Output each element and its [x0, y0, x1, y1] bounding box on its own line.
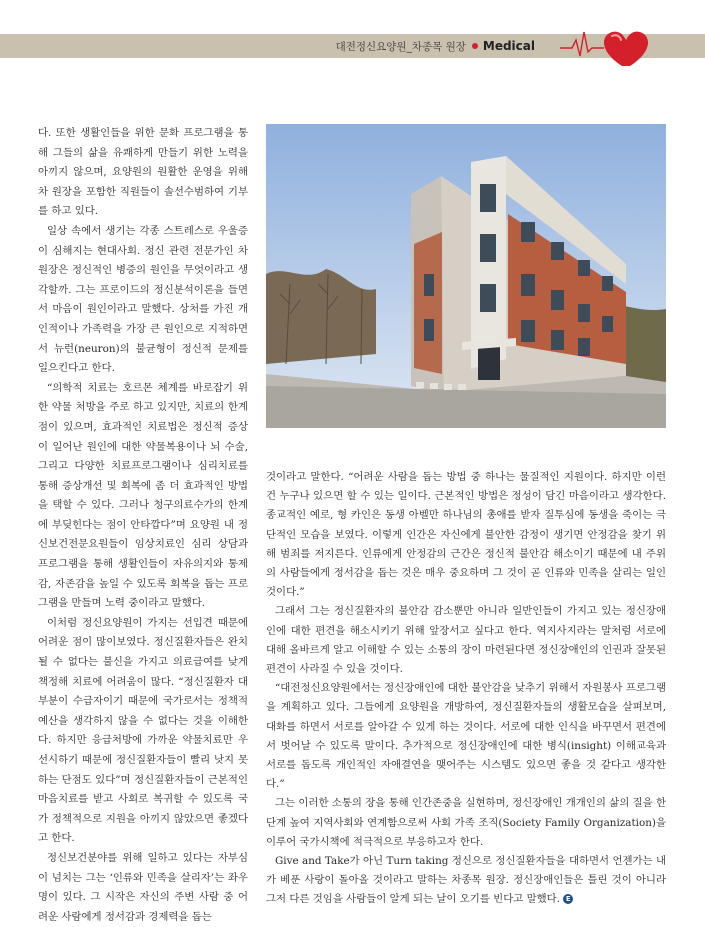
paragraph-text: Give and Take가 아닌 Turn taking 정신으로 정신질환자들을 대하면서 언젠가는 내가 베푼 사랑이 돌아올 것이라고 말하는 차종목 원장. 정신장애인들은 틀린 것이 아니라 그저 다른 것임을 사람들이 알게 되는 날이 오기를 빈다고 말했다. — [266, 855, 666, 906]
end-mark-icon: E — [563, 894, 573, 904]
section-title: Medical — [482, 39, 535, 53]
paragraph: 이처럼 정신요양원이 가지는 선입견 때문에 어려운 점이 많이보였다. 정신질환자들은 완치될 수 없다는 불신을 가지고 의료급여를 낮게 책정해 치료에 어려움이 많다. “정신질환자 대부분이 수급자이기 때문에 국가로서는 정책적 예산을 생각하지 않을 수 없다는 것을 이해한다. 하지만 응급처방에 가까운 약물치료만 우선시하기 때문에 정신질환자들이 빨리 낫지 못하는 단점도 있다”며 정신질환자들이 근본적인 마음치료를 받고 사회로 복귀할 수 있도록 국가 정책적으로 지원을 아끼지 않았으면 좋겠다고 한다. — [38, 616, 248, 845]
paragraph: 그래서 그는 정신질환자의 불안감 감소뿐만 아니라 일반인들이 가지고 있는 정신장애인에 대한 편견을 해소시키기 위해 앞장서고 싶다고 한다. 역지사지라는 말처럼 서로에 대해 올바르게 알고 이해할 수 있는 소통의 장이 마련된다면 정신장애인의 인권과 잘못된 편견이 사라질 수 있을 것이다. — [266, 605, 666, 676]
header-byline-group — [336, 34, 535, 58]
paragraph: “의학적 치료는 호르몬 체계를 바로잡기 위한 약물 처방을 주로 하고 있지만, 치료의 한계점이 있으며, 효과적인 치료법은 정신적 증상이 일어난 원인에 대한 약물복용이나 뇌 수술, 그리고 다양한 치료프로그램이나 심리치료를 통해 증상개선 및 회복에 좀 더 효과적인 방법을 택할 수 있다. 그러나 청구의료수가의 한계에 부딪힌다는 점이 안타깝다”며 요양원 내 정신보건전문요원들이 임상치료인 심리 상담과 프로그램을 통해 생활인들이 자유의지와 통제감, 자존감을 높일 수 있도록 회복을 돕는 프로그램을 만들며 노력 중이라고 말했다. — [38, 381, 248, 610]
paragraph: 일상 속에서 생기는 각종 스트레스로 우울증이 심해지는 현대사회. 정신 관련 전문가인 차 원장은 정신적인 병증의 원인을 무엇이라고 생각할까. 그는 프로이드의 정신분석이론을 들면서 마음이 원인이라고 말했다. 상처를 가진 개인적이나 가족력을 가장 큰 원인으로 지적하면서 뉴런(neuron)의 불균형이 정신적 문제를 일으킨다고 한다. — [38, 224, 248, 375]
bullet-dot-icon — [472, 43, 478, 49]
paragraph: 것이라고 말한다. “어려운 사람을 돕는 방법 중 하나는 물질적인 지원이다. 하지만 이런 건 누구나 있으면 할 수 있는 일이다. 근본적인 방법은 정성이 담긴 마음이라고 생각한다. 종교적인 예로, 형 카인은 동생 아벨만 하나님의 총애를 받자 질투심에 동생을 죽이는 극단적인 모습을 보였다. 이렇게 인간은 자신에게 불안한 감정이 생기면 안정감을 찾기 위해 범죄를 저지른다. 인류에게 안정감의 근간은 정신적 불안감 해소이기 때문에 내 주위의 사람들에게 정서감을 돕는 것은 매우 중요하며 그 것이 곧 인류와 민족을 살리는 일인 것이다.” — [266, 471, 666, 599]
paragraph: 정신보건분야를 위해 일하고 있다는 자부심이 넘치는 그는 ‘인류와 민족을 살리자’는 좌우명이 있다. 그 시작은 자신의 주변 사람 중 어려운 사람에게 정서감과 경제력을 돕는 — [38, 851, 248, 923]
paragraph: “대전정신요양원에서는 정신장애인에 대한 불안감을 낮추기 위해서 자원봉사 프로그램을 계획하고 있다. 그들에게 요양원을 개방하여, 정신질환자들의 생활모습을 살펴보며, 대화를 하면서 서로를 알아갈 수 있게 하는 것이다. 서로에 대한 인식을 바꾸면서 편견에서 벗어날 수 있도록 말이다. 추가적으로 정신장애인에 대한 병식(insight) 이해교육과 서로를 돕도록 개인적인 자애결연을 맺어주는 시스템도 있으면 좋을 것 같다고 생각한다.” — [266, 682, 666, 791]
building-photo — [266, 124, 666, 428]
header-byline: 대전정신요양원_차종목 원장 — [335, 40, 466, 53]
right-column — [266, 468, 666, 910]
heart-ecg-icon — [560, 22, 660, 72]
left-column — [38, 124, 248, 927]
paragraph: 그는 이러한 소통의 장을 통해 인간존중을 실현하며, 정신장애인 개개인의 삶의 질을 한 단계 높여 지역사회와 연계함으로써 사회 가족 조직(Society Family Organization)을 이루어 국가시책에 적극적으로 부응하고자 한다. — [266, 797, 666, 848]
paragraph-last — [266, 852, 666, 910]
paragraph: 다. 또한 생활인들을 위한 문화 프로그램을 통해 그들의 삶을 유쾌하게 만들기 위한 노력을 아끼지 않으며, 요양원의 원활한 운영을 위해 차 원장을 포함한 직원들이 솔선수범하여 기부를 하고 있다. — [38, 127, 248, 218]
